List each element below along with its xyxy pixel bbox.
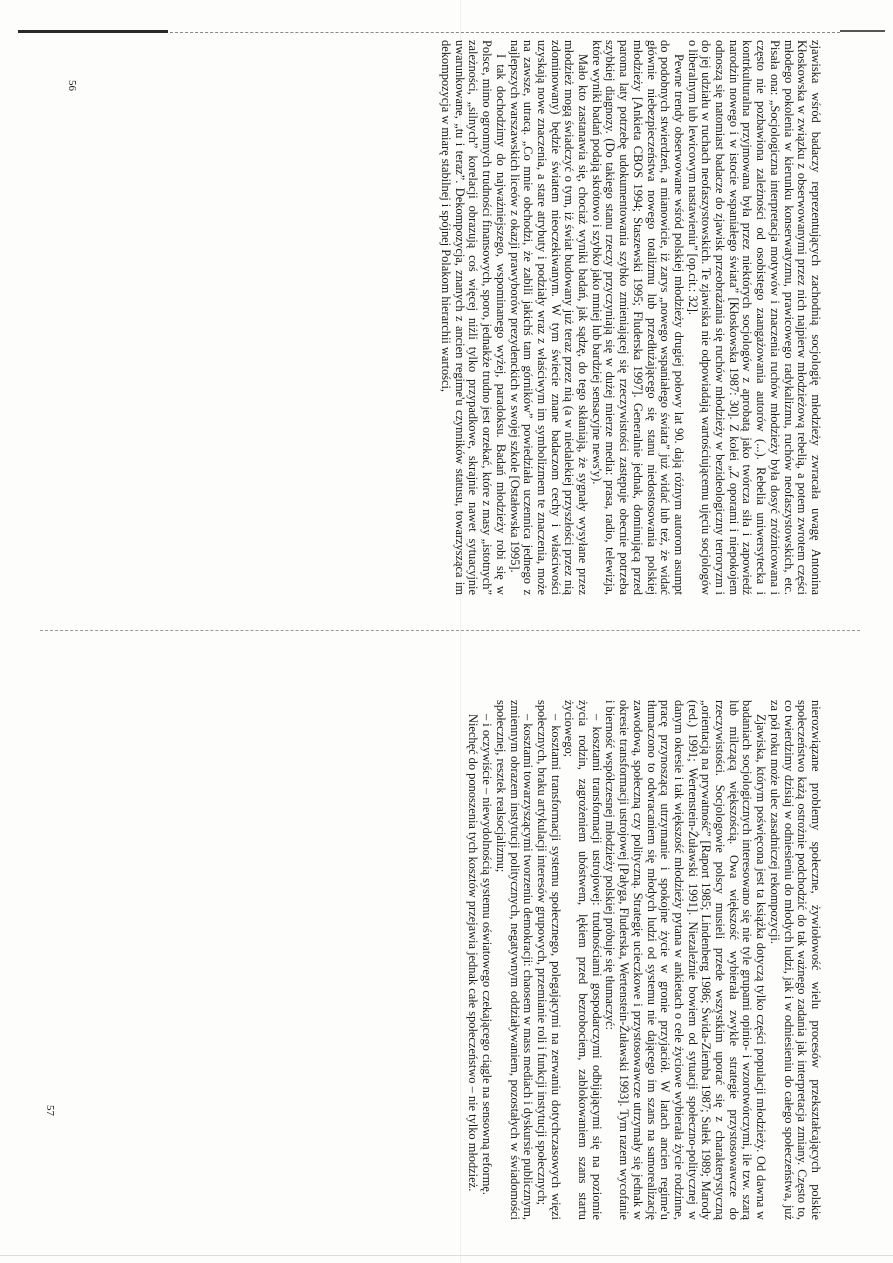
page-56-body [438,40,822,595]
scan-edge-mark [18,30,168,33]
page-number: 57 [44,1105,56,1116]
paragraph: I tak dochodzimy do najważniejszego, wspominanego wyżej, paradoksu. Badań młodzieży robi się w Polsce, mimo ogromnych trudności finansowych, sporo, jednakże trudno jest orzekać, które z masy „istotnych” zależności, „silnych” korelacji obrazują coś więcej niżli tylko przypadkowe, skrajnie nawet sytuacyjnie uwarunkowane, „tu i teraz”. Dekompozycja, znanych z ancien regime'u czynników statusu, towarzysząca im dekompozycja w miarę stabilnej i spójnej Polakom hierarchii wartości, [439,40,508,595]
paragraph: Zjawiska, którym poświęcona jest ta książka dotyczą tylko części populacji młodzieży. Od dawna w badaniach socjologicznych interesowano się nie tyle grupami opinio- i wzorotwórczymi, ile tzw. szarą lub milczącą większością. Owa większość wybierała zwykle strategie przystosowawcze do rzeczywistości. Socjologowie polscy musieli przede wszystkim uporać się z charakterystyczną „orientacją na prywatność” [Raport 1985; Lindenberg 1986; Świda-Ziemba 1987; Sułek 1989; Marody (red.) 1991; Wertenstein-Żuławski 1991]. Niezależnie bowiem od sytuacji społeczno-politycznej w danym okresie i tak większość młodzieży pytana w ankietach o cele życiowe wybierała życie rodzinne, pracę przynoszącą utrzymanie i spokojne życie w gronie przyjaciół. W latach ancien regime'u tłumaczono to odwracaniem się młodych ludzi od systemu nie dającego im szans na samorealizację zawodową, społeczną czy polityczną. Strategię ucieczkowe i przystosowawcze utrzymały się jednak w okresie transformacji ustrojowej [Pałyga, Fluderska, Wertenstein-Żuławski 1993]. Tym razem wycofanie i bierność współczesnej młodzieży polskiej próbuje się tłumaczyć: [603,700,769,1220]
paragraph: zjawiska wśród badaczy reprezentujących zachodnią socjologię młodzieży zwracała uwagę Antonina Kłoskowska w związku z obserwowanymi przez nich najpierw młodzieżową rebelią, a potem zwrotem części młodego pokolenia w kierunku konserwatyzmu, prawicowego radykalizmu, ruchów neofaszystowskich, etc. Pisała ona: „Socjologiczna interpretacja motywów i znaczenia ruchów młodzieży była dosyć zróżnicowana i często nie pozbawiona zależności od osobistego zaangażowania autorów (...). Rebelia uniwersytecka i kontrkulturalna przyjmowana była przez niektórych socjologów z aprobatą jako twórcza siła i zapowiedź narodzin nowego i w istocie wspaniałego świata” [Kłoskowska 1987: 30]. Z kolei „Z oporami i niepokojem odnoszą się natomiast badacze do zjawisk przeobrażania się ruchów młodzieży w bezideologiczny terroryzm i do jej udziału w ruchach neofaszystowskich. Te zjawiska nie odpowiadają wartościującemu ujęciu socjologów o liberalnym lub lewicowym nastawieniu” [op.cit.: 32]. [685,40,823,595]
list-item: – i oczywiście – niewydolnością systemu oświatowego czekającego ciągle na sensowną reformę. [480,714,495,1196]
list-item: – kosztami towarzyszącymi tworzeniu demokracji: chaosem w mass mediach i dyskursie publicznym, zmiennym obrazem instytucji politycznych, negatywnym oddziaływaniem, pozostałych w świadomości społecznej, resztek realsocjalizmu; [493,700,536,1220]
page-number: 56 [66,80,78,91]
page-56 [82,40,822,595]
page-57-body [466,700,822,1220]
page-divider [40,630,860,632]
paragraph: Niechęć do ponoszenia tych kosztów przejawia jednak całe społeczeństwo – nie tylko młodzież. [466,714,481,1192]
list-item: – kosztami transformacji ustrojowej: trudnościami gospodarczymi odbijającymi się na poziomie życia rodzin, zagrożeniem ubóstwem, lękiem przed bezrobociem, zablokowaniem szans startu życiowego; [562,700,604,1220]
scan-edge-mark [840,30,885,32]
scan-bottom-edge [0,1255,893,1257]
paragraph: Pewne trendy obserwowane wśród polskiej młodzieży drugiej połowy lat 90. dają różnym autorom asumpt do podobnych stwierdzeń, a mianowicie, iż zarys „nowego wspaniałego świata” już widać lub też, że widać głównie niebezpieczeństwa nowego totalizmu lub przedłużającego się stanu niedostosowania polskiej młodzieży [Ankieta CBOS 1994; Staszewski 1995; Fluderska 1997]. Generalnie jednak, dominującą przed paroma laty potrzebę udokumentowania szybko zmieniającej się rzeczywistości zastępuje obecnie potrzeba szybkiej diagnozy. (Do takiego stanu rzeczy przyczyniają się w dużej mierze media: prasa, radio, telewizja, które wyniki badań podają skrótowo i szybko jako mniej lub bardziej sensacyjne news'y). [589,40,686,595]
page-57 [122,700,822,1220]
scan-edge-dash [170,32,840,34]
paragraph: nierozwiązane problemy społeczne, żywiołowość wielu procesów przekształcających polskie społeczeństwo każą ostrożnie podchodzić do tak ważnego zadania jak interpretacja zmiany. Często to, co twierdzimy dzisiaj w odniesieniu do młodych ludzi, jak i w odniesieniu do całego społeczeństwa, już za pół roku może ulec zasadniczej rekompozycji. [767,700,823,1220]
paragraph: Mało kto zastanawia się, chociaż wyniki badań, jak sądzę, do tego skłaniają, że sygnały wysyłane przez młodzież mogą świadczyć o tym, iż świat budowany już teraz przez nią (a w niedalekiej przyszłości przez nią zdominowany) będzie światem nieoczekiwanym. W tym świecie znane badaczom cechy i właściwości uzyskają nowe znaczenia, a stare atrybuty i podziały wraz z właściwym im symbolizmem te znaczenia, może na zawsze, utracą. „Co mnie obchodzi, że zabili jakichś tam górników” powiedziała uczennica jednego z najlepszych warszawskich liceów z okazji prawyborów prezydenckich w swojej szkole [Ostałowska 1995]. [507,40,591,595]
list-item: – kosztami transformacji systemu społecznego, polegającymi na zerwaniu dotychczasowych więzi społecznych, braku artykulacji interesów grupowych, przemianie roli i funkcji instytucji społecznych; [534,700,563,1220]
